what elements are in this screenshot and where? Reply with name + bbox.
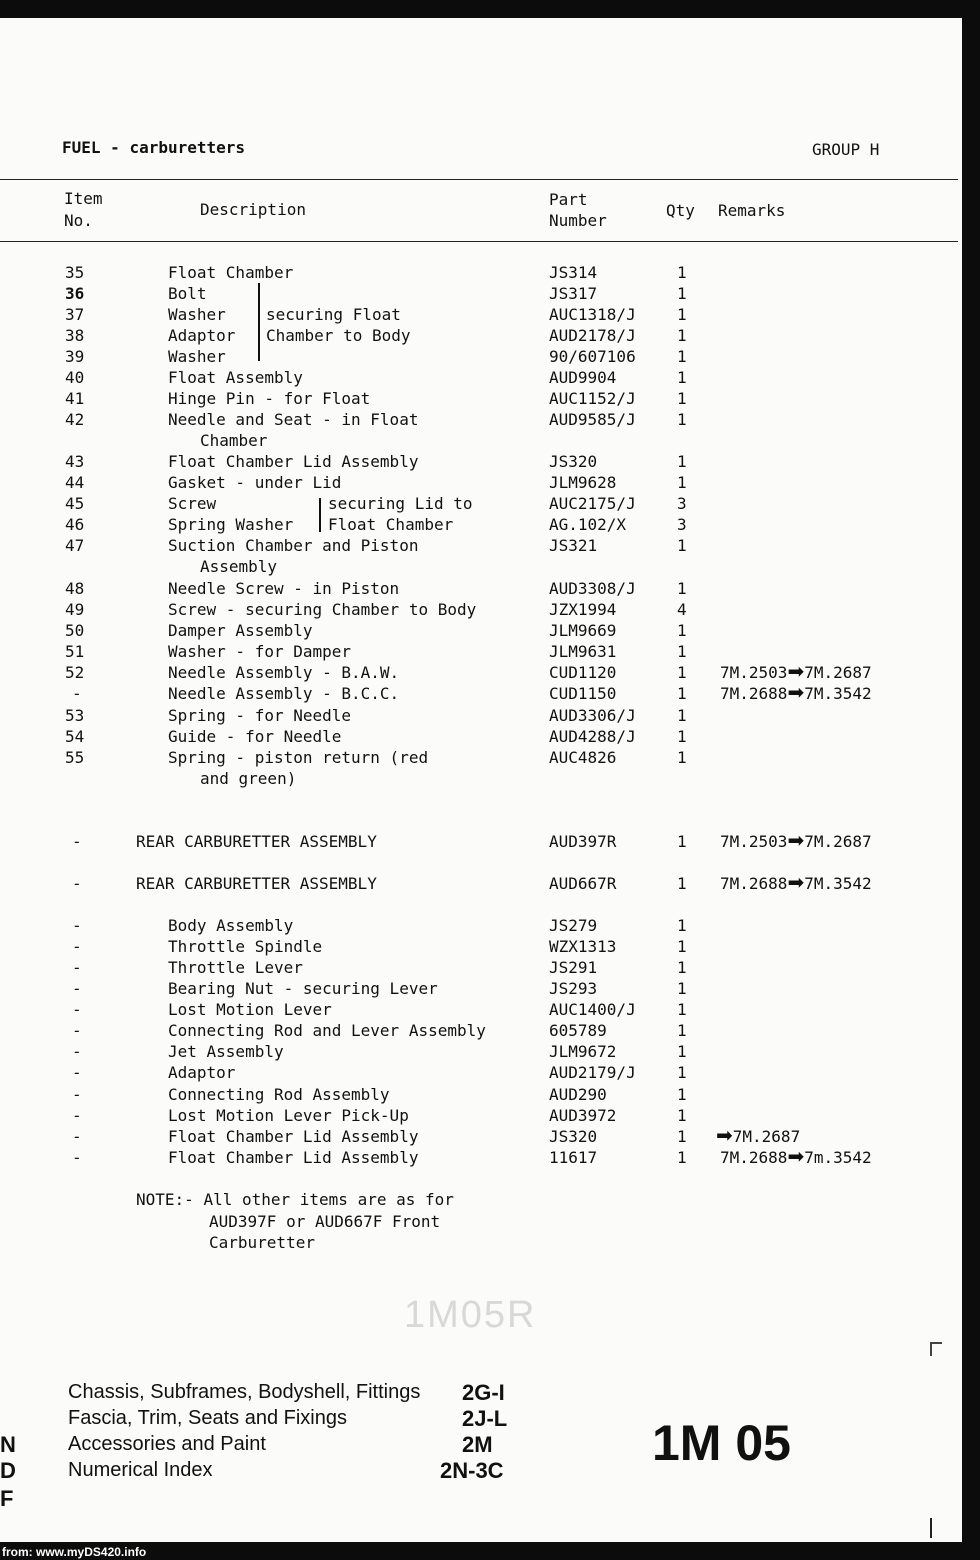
part-number: JS279: [549, 916, 598, 935]
item-no: -: [72, 1106, 82, 1125]
qty: 1: [677, 305, 687, 324]
part-number: JS317: [549, 284, 598, 303]
description: Float Chamber Lid Assembly: [168, 1148, 419, 1167]
crop-mark: [930, 1342, 932, 1356]
qty: 1: [677, 389, 687, 408]
crop-mark: [930, 1518, 932, 1538]
remark-from: 7M.2688: [720, 874, 788, 893]
group-label: GROUP H: [812, 140, 880, 159]
remark-range: [720, 1144, 872, 1168]
description: Spring - piston return (red: [168, 748, 429, 767]
col-qty: Qty: [666, 201, 695, 220]
col-item-line2: No.: [64, 211, 93, 230]
footer-item-label: Accessories and Paint: [68, 1433, 266, 1455]
description: Needle Assembly - B.A.W.: [168, 663, 400, 682]
remark-to: 7M.3542: [804, 684, 872, 703]
header-rule-bottom: [0, 241, 958, 242]
item-no: 47: [65, 536, 85, 555]
qty: 1: [677, 536, 687, 555]
description: Bolt: [168, 284, 207, 303]
grouped-note: Chamber to Body: [266, 326, 411, 345]
item-no: -: [72, 979, 82, 998]
part-number: AUC1400/J: [549, 1000, 636, 1019]
description: Hinge Pin - for Float: [168, 389, 371, 408]
qty: 1: [677, 748, 687, 767]
item-no: 46: [65, 515, 85, 534]
col-part-line1: Part: [549, 190, 588, 209]
grouped-note: securing Lid to: [328, 494, 473, 513]
note-line-2: AUD397F or AUD667F Front: [209, 1212, 441, 1231]
footer-item-label: Fascia, Trim, Seats and Fixings: [68, 1407, 347, 1429]
part-number: AUD3972: [549, 1106, 617, 1125]
part-number: JZX1994: [549, 600, 617, 619]
item-no: 35: [65, 263, 85, 282]
part-number: AG.102/X: [549, 515, 627, 534]
remark-range: [720, 870, 872, 894]
qty: 3: [677, 494, 687, 513]
arrow-right-icon: ➡: [716, 1123, 733, 1147]
qty: 1: [677, 706, 687, 725]
item-no: -: [72, 1063, 82, 1082]
item-no: -: [72, 684, 82, 703]
qty: 1: [677, 1042, 687, 1061]
part-number: AUC4826: [549, 748, 617, 767]
item-no: -: [72, 916, 82, 935]
part-number: JS314: [549, 263, 598, 282]
remark-to: 7M.2687: [804, 832, 872, 851]
remark-range: [720, 680, 872, 704]
description: Washer: [168, 305, 226, 324]
page-header: [62, 138, 245, 157]
qty: 1: [677, 621, 687, 640]
qty: 1: [677, 684, 687, 703]
description: Throttle Spindle: [168, 937, 323, 956]
remark-from: 7M.2503: [720, 663, 788, 682]
description: Float Chamber: [168, 263, 294, 282]
part-number: AUD2178/J: [549, 326, 636, 345]
footer-item-label: Chassis, Subframes, Bodyshell, Fittings: [68, 1381, 421, 1403]
description: Screw: [168, 494, 217, 513]
qty: 1: [677, 347, 687, 366]
subsection-title: carburetters: [129, 138, 246, 157]
qty: 1: [677, 1021, 687, 1040]
part-number: AUD3306/J: [549, 706, 636, 725]
assembly-title: REAR CARBURETTER ASSEMBLY: [136, 874, 377, 893]
part-number: AUD290: [549, 1085, 607, 1104]
remark-from: 7M.2503: [720, 832, 788, 851]
qty: 1: [677, 663, 687, 682]
crop-mark: [930, 1342, 942, 1344]
margin-letter: N: [0, 1432, 16, 1457]
part-number: WZX1313: [549, 937, 617, 956]
qty: 1: [677, 368, 687, 387]
grouped-note: Float Chamber: [328, 515, 454, 534]
item-no: 36: [65, 284, 85, 303]
qty: 1: [677, 1106, 687, 1125]
remark-from: 7M.2688: [720, 1148, 788, 1167]
description: Assembly: [200, 557, 278, 576]
qty: 1: [677, 1148, 687, 1167]
item-no: 38: [65, 326, 85, 345]
description: Lost Motion Lever: [168, 1000, 332, 1019]
arrow-right-icon: ➡: [787, 828, 805, 852]
qty: 1: [677, 1127, 687, 1146]
description: Needle and Seat - in Float: [168, 410, 419, 429]
qty: 1: [677, 979, 687, 998]
qty: 1: [677, 1000, 687, 1019]
item-no: -: [72, 1000, 82, 1019]
item-no: 42: [65, 410, 85, 429]
part-number: AUD667R: [549, 874, 617, 893]
footer-item-label: Numerical Index: [68, 1459, 213, 1481]
footer-item-code: 2M: [462, 1432, 493, 1457]
footer-item-code: 2J-L: [462, 1406, 508, 1431]
description: Lost Motion Lever Pick-Up: [168, 1106, 409, 1125]
part-number: 90/607106: [549, 347, 636, 366]
remark-to: 7M.3542: [804, 874, 872, 893]
item-no: 45: [65, 494, 85, 513]
scan-border: [962, 18, 980, 1542]
item-no: 43: [65, 452, 85, 471]
part-number: JS321: [549, 536, 598, 555]
note-line-3: Carburetter: [209, 1233, 315, 1252]
part-number: AUD397R: [549, 832, 617, 851]
description: Washer - for Damper: [168, 642, 352, 661]
arrow-right-icon: ➡: [787, 659, 805, 683]
group-bracket: [319, 498, 321, 532]
description: Guide - for Needle: [168, 727, 342, 746]
note-line-1: All other items are as for: [203, 1190, 454, 1209]
qty: 1: [677, 410, 687, 429]
description: Float Chamber Lid Assembly: [168, 452, 419, 471]
qty: 1: [677, 1063, 687, 1082]
margin-letter: F: [0, 1486, 14, 1511]
section-title: FUEL: [62, 138, 101, 157]
part-number: JS320: [549, 452, 598, 471]
col-item-line1: Item: [64, 189, 103, 208]
description: Throttle Lever: [168, 958, 303, 977]
description: Body Assembly: [168, 916, 294, 935]
description: Connecting Rod Assembly: [168, 1085, 390, 1104]
footer-item-code: 2N-3C: [440, 1458, 504, 1483]
footer-item-code: 2G-I: [462, 1380, 505, 1405]
note-prefix: NOTE:-: [136, 1190, 194, 1209]
remark-to: 7M.2687: [804, 663, 872, 682]
qty: 1: [677, 727, 687, 746]
item-no: 44: [65, 473, 85, 492]
item-no: -: [72, 832, 82, 851]
item-no: -: [72, 1021, 82, 1040]
arrow-right-icon: ➡: [787, 870, 805, 894]
item-no: -: [72, 937, 82, 956]
description: Damper Assembly: [168, 621, 313, 640]
qty: 4: [677, 600, 687, 619]
qty: 1: [677, 874, 687, 893]
qty: 1: [677, 263, 687, 282]
item-no: 48: [65, 579, 85, 598]
description: and green): [200, 769, 297, 788]
item-no: -: [72, 874, 82, 893]
part-number: JS291: [549, 958, 598, 977]
qty: 1: [677, 452, 687, 471]
part-number: CUD1120: [549, 663, 617, 682]
qty: 3: [677, 515, 687, 534]
description: Gasket - under Lid: [168, 473, 342, 492]
part-number: JLM9631: [549, 642, 617, 661]
qty: 1: [677, 473, 687, 492]
grouped-note: securing Float: [266, 305, 401, 324]
description: Screw - securing Chamber to Body: [168, 600, 477, 619]
qty: 1: [677, 284, 687, 303]
remark-to: 7M.2687: [732, 1127, 801, 1146]
qty: 1: [677, 1085, 687, 1104]
description: Spring - for Needle: [168, 706, 352, 725]
part-number: AUC2175/J: [549, 494, 636, 513]
item-no: 50: [65, 621, 85, 640]
item-no: 51: [65, 642, 85, 661]
remark-from: 7M.2688: [720, 684, 788, 703]
qty: 1: [677, 579, 687, 598]
item-no: 53: [65, 706, 85, 725]
item-no: 49: [65, 600, 85, 619]
part-number: AUC1152/J: [549, 389, 636, 408]
description: Needle Screw - in Piston: [168, 579, 400, 598]
item-no: 37: [65, 305, 85, 324]
description: Adaptor: [168, 326, 236, 345]
description: Spring Washer: [168, 515, 294, 534]
item-no: -: [72, 1085, 82, 1104]
part-number: CUD1150: [549, 684, 617, 703]
part-number: 11617: [549, 1148, 598, 1167]
arrow-right-icon: ➡: [787, 680, 805, 704]
qty: 1: [677, 916, 687, 935]
col-description: Description: [200, 200, 306, 219]
qty: 1: [677, 326, 687, 345]
part-number: 605789: [549, 1021, 607, 1040]
item-no: 41: [65, 389, 85, 408]
header-dash: -: [110, 138, 120, 157]
margin-letter: D: [0, 1458, 16, 1483]
part-number: JS293: [549, 979, 598, 998]
col-remarks: Remarks: [718, 201, 786, 220]
item-no: -: [72, 1127, 82, 1146]
part-number: AUD4288/J: [549, 727, 636, 746]
description: Float Assembly: [168, 368, 303, 387]
col-part-line2: Number: [549, 211, 607, 230]
part-number: AUD3308/J: [549, 579, 636, 598]
part-number: JLM9669: [549, 621, 617, 640]
note-block: [136, 1190, 454, 1209]
qty: 1: [677, 958, 687, 977]
fiche-page-code: 1M 05: [652, 1415, 791, 1471]
qty: 1: [677, 937, 687, 956]
remark-to: 7m.3542: [804, 1148, 872, 1167]
group-bracket: [258, 283, 260, 361]
part-number: AUD9904: [549, 368, 617, 387]
qty: 1: [677, 832, 687, 851]
part-number: JLM9628: [549, 473, 617, 492]
item-no: -: [72, 958, 82, 977]
description: Float Chamber Lid Assembly: [168, 1127, 419, 1146]
part-number: JLM9672: [549, 1042, 617, 1061]
part-number: AUD9585/J: [549, 410, 636, 429]
header-rule-top: [0, 179, 958, 180]
description: Connecting Rod and Lever Assembly: [168, 1021, 486, 1040]
description: Washer: [168, 347, 226, 366]
description: Jet Assembly: [168, 1042, 284, 1061]
item-no: 39: [65, 347, 85, 366]
item-no: 40: [65, 368, 85, 387]
part-number: AUD2179/J: [549, 1063, 636, 1082]
part-number: JS320: [549, 1127, 598, 1146]
description: Needle Assembly - B.C.C.: [168, 684, 400, 703]
description: Suction Chamber and Piston: [168, 536, 419, 555]
item-no: 55: [65, 748, 85, 767]
part-number: AUC1318/J: [549, 305, 636, 324]
item-no: -: [72, 1148, 82, 1167]
arrow-right-icon: ➡: [787, 1144, 805, 1168]
remark-range: [720, 828, 872, 852]
item-no: -: [72, 1042, 82, 1061]
description: Chamber: [200, 431, 268, 450]
description: Adaptor: [168, 1063, 236, 1082]
microfiche-stamp: 1M05R: [404, 1294, 537, 1336]
source-watermark: from: www.myDS420.info: [2, 1545, 147, 1559]
item-no: 54: [65, 727, 85, 746]
assembly-title: REAR CARBURETTER ASSEMBLY: [136, 832, 377, 851]
qty: 1: [677, 642, 687, 661]
description: Bearing Nut - securing Lever: [168, 979, 438, 998]
item-no: 52: [65, 663, 85, 682]
